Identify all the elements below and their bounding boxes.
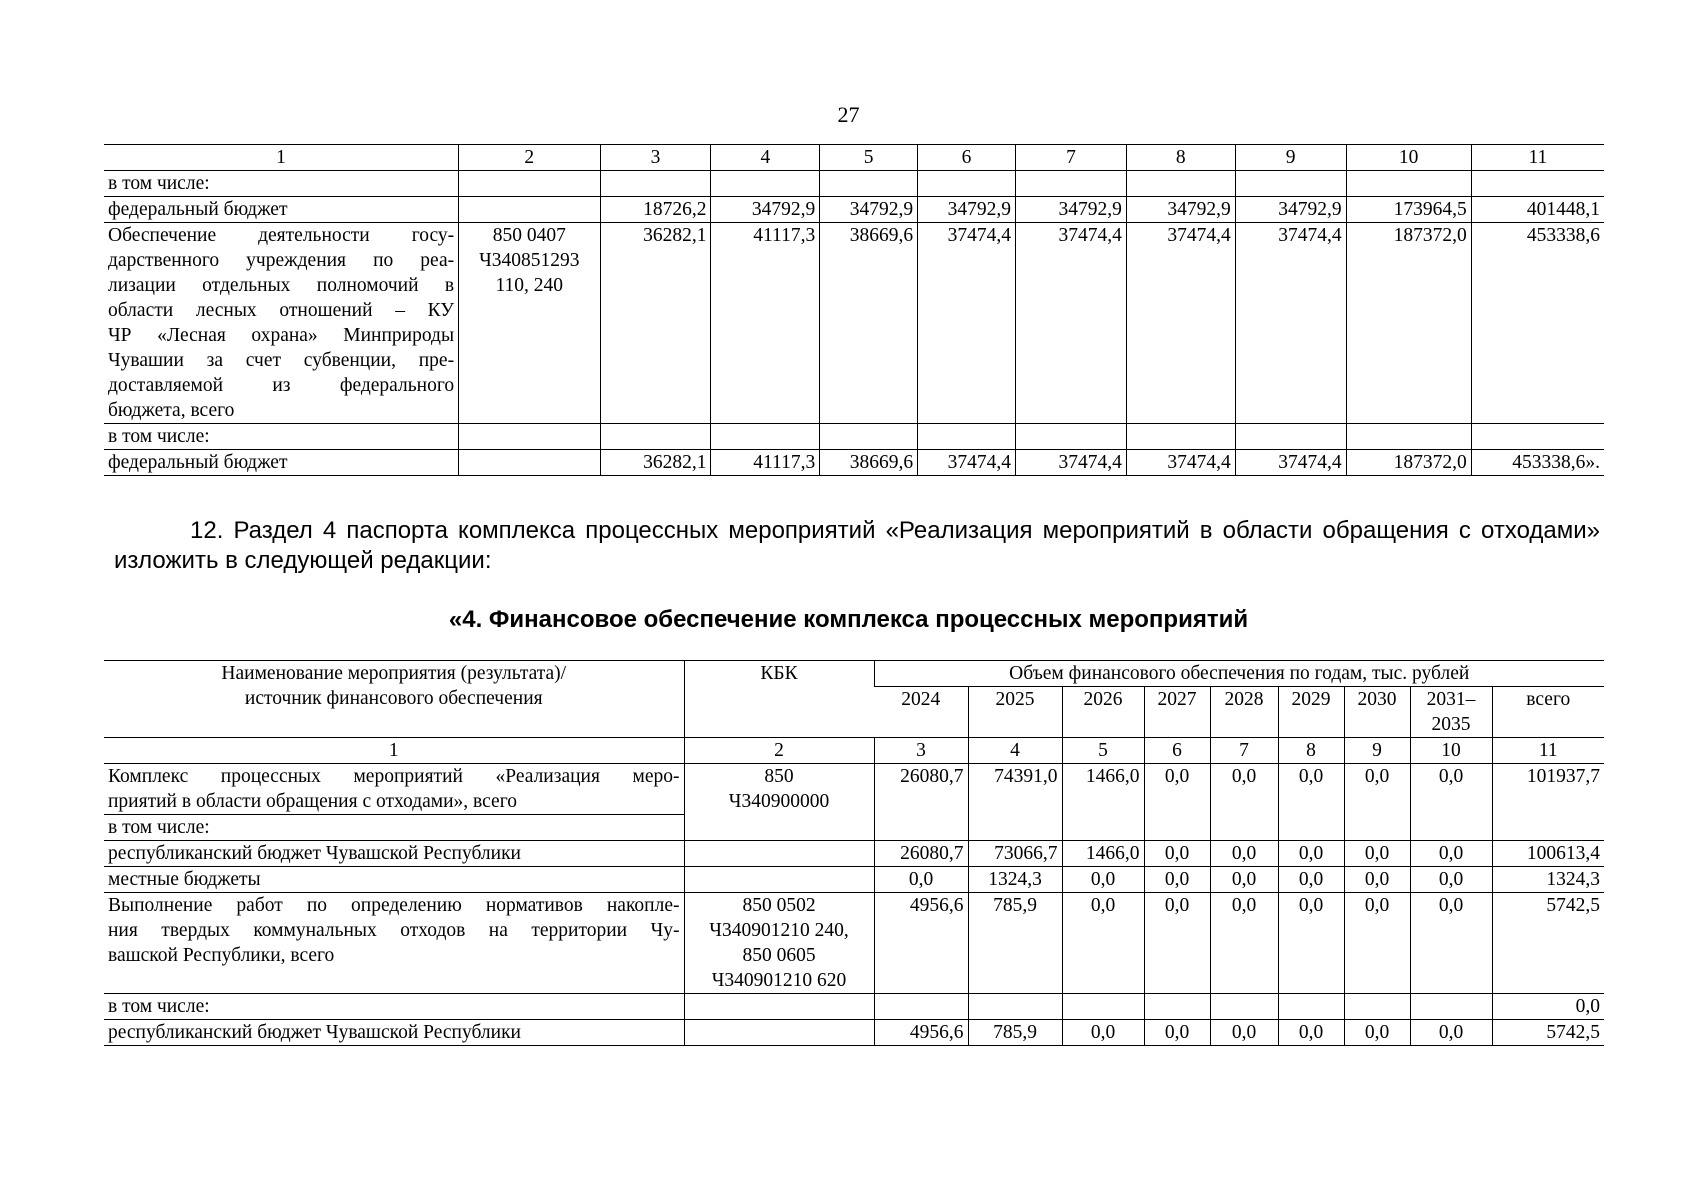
table-cell: 73066,7: [968, 841, 1062, 867]
total-header: всего: [1492, 687, 1604, 738]
column-number: 7: [1015, 145, 1126, 171]
table-cell: 0,0: [1410, 893, 1492, 994]
row-label-line: Чувашии за счет субвенции, пре-: [108, 350, 455, 371]
kbk-line: 850 0502: [742, 895, 816, 916]
kbk-line: 850: [764, 766, 794, 787]
table-cell: 0,0: [1062, 893, 1144, 994]
funding-table-continuation: [104, 144, 1604, 476]
table-cell: 0,0: [1344, 1020, 1410, 1046]
year-header: 2025: [968, 687, 1062, 738]
column-numbers-row: [104, 738, 1604, 764]
table-row: [104, 1020, 1604, 1046]
table-cell: 0,0: [1210, 867, 1278, 893]
column-number: 11: [1492, 738, 1604, 764]
row-label-line: Выполнение работ по определению нормативов накопле-: [108, 895, 680, 916]
row-label: в том числе:: [104, 424, 459, 450]
table-cell: 34792,9: [820, 197, 918, 223]
kbk-line: Ч340901210 620: [711, 970, 847, 991]
table-cell: 0,0: [1410, 841, 1492, 867]
table-cell: 38669,6: [820, 450, 918, 476]
table-cell: 0,0: [1278, 893, 1344, 994]
table-cell: 100613,4: [1492, 841, 1604, 867]
table-cell: 34792,9: [918, 197, 1016, 223]
table-row: [104, 450, 1604, 476]
column-number: 10: [1346, 145, 1471, 171]
table-cell: 785,9: [968, 893, 1062, 994]
column-number: 1: [104, 738, 684, 764]
header-name-line: источник финансового обеспечения: [244, 688, 543, 709]
kbk-line: Ч340901210 240,: [709, 920, 849, 941]
table-cell: 1466,0: [1062, 764, 1144, 841]
table-cell: 0,0: [1410, 867, 1492, 893]
table-cell: 1466,0: [1062, 841, 1144, 867]
table-cell: 0,0: [1344, 893, 1410, 994]
row-label-multiline: [104, 764, 684, 815]
column-number: 9: [1235, 145, 1346, 171]
year-header: 2030: [1344, 687, 1410, 738]
funding-table: [104, 660, 1604, 1046]
table-cell: 41117,3: [711, 450, 820, 476]
column-number: 7: [1210, 738, 1278, 764]
table-cell: 37474,4: [1126, 450, 1235, 476]
column-number: 8: [1126, 145, 1235, 171]
table-cell: 34792,9: [1015, 197, 1126, 223]
table-cell: 38669,6: [820, 223, 918, 424]
kbk-line: 850 0605: [742, 945, 816, 966]
row-label: в том числе:: [104, 171, 459, 197]
page-number: 27: [837, 102, 860, 127]
table-cell: 0,0: [1210, 841, 1278, 867]
table-cell: 34792,9: [1126, 197, 1235, 223]
table-cell: 36282,1: [600, 223, 711, 424]
row-label-line: Комплекс процессных мероприятий «Реализация меро-: [108, 766, 680, 787]
table-cell: 0,0: [1278, 841, 1344, 867]
table-cell: 0,0: [1210, 764, 1278, 841]
row-label-line: ния твердых коммунальных отходов на территории Чу-: [108, 920, 680, 941]
header-kbk: КБК: [684, 661, 874, 738]
kbk-line: 850 0407: [492, 225, 566, 246]
table-cell: 4956,6: [874, 1020, 968, 1046]
header-name-line: Наименование мероприятия (результата)/: [221, 663, 567, 684]
row-label-line: вашской Республики, всего: [108, 945, 335, 966]
table-cell: 41117,3: [711, 223, 820, 424]
table-cell: 0,0: [1492, 994, 1604, 1020]
table-cell: 37474,4: [1235, 450, 1346, 476]
row-label-multiline: [104, 893, 684, 994]
table-cell: 74391,0: [968, 764, 1062, 841]
table-cell: 0,0: [1144, 867, 1210, 893]
table-row: [104, 841, 1604, 867]
table-cell: 0,0: [1144, 764, 1210, 841]
table-cell: 34792,9: [711, 197, 820, 223]
row-label-line: приятий в области обращения с отходами», всего: [108, 791, 517, 812]
year-range-line: 2035: [1431, 714, 1471, 735]
header-volume: Объем финансового обеспечения по годам, тыс. рублей: [874, 661, 1604, 687]
table-cell: 1324,3: [968, 867, 1062, 893]
year-header: 2029: [1278, 687, 1344, 738]
table-cell: 785,9: [968, 1020, 1062, 1046]
column-number: 6: [918, 145, 1016, 171]
table-cell: 0,0: [1144, 893, 1210, 994]
table-cell: 0,0: [1410, 1020, 1492, 1046]
column-number: 1: [104, 145, 459, 171]
column-number: 8: [1278, 738, 1344, 764]
row-label: в том числе:: [104, 815, 684, 841]
row-label-line: дарственного учреждения по реа-: [108, 250, 455, 271]
table-cell: 453338,6».: [1471, 450, 1604, 476]
header-name: [104, 661, 684, 738]
table-cell: 0,0: [1344, 841, 1410, 867]
row-label: республиканский бюджет Чувашской Республики: [104, 841, 684, 867]
column-number: 5: [820, 145, 918, 171]
table-cell: 101937,7: [1492, 764, 1604, 841]
table-cell: 0,0: [1278, 1020, 1344, 1046]
row-label-line: ЧР «Лесная охрана» Минприроды: [108, 325, 455, 346]
table-cell: 37474,4: [1126, 223, 1235, 424]
table-row: [104, 171, 1604, 197]
row-label: федеральный бюджет: [104, 197, 459, 223]
row-label: местные бюджеты: [104, 867, 684, 893]
row-label-line: лизации отдельных полномочий в: [108, 275, 455, 296]
table-row: [104, 197, 1604, 223]
year-range-header: [1410, 687, 1492, 738]
column-number: 5: [1062, 738, 1144, 764]
table-cell: 0,0: [874, 867, 968, 893]
row-label: в том числе:: [104, 994, 684, 1020]
table-cell: 5742,5: [1492, 893, 1604, 994]
year-header: 2028: [1210, 687, 1278, 738]
table-cell: 37474,4: [1015, 223, 1126, 424]
section-title: «4. Финансовое обеспечение комплекса процессных мероприятий: [448, 606, 1249, 633]
table-cell: 0,0: [1344, 867, 1410, 893]
kbk-cell: [459, 223, 600, 424]
table-cell: 0,0: [1278, 764, 1344, 841]
row-label: республиканский бюджет Чувашской Республики: [108, 1022, 521, 1043]
table-cell: 1324,3: [1492, 867, 1604, 893]
column-number: 10: [1410, 738, 1492, 764]
table-cell: 173964,5: [1346, 197, 1471, 223]
kbk-cell: [684, 764, 874, 841]
table-cell: 37474,4: [918, 450, 1016, 476]
kbk-line: 110, 240: [495, 275, 564, 296]
table-row: [104, 867, 1604, 893]
year-header: 2026: [1062, 687, 1144, 738]
table-cell: 0,0: [1344, 764, 1410, 841]
table-cell: 26080,7: [874, 841, 968, 867]
table-header-row: [104, 661, 1604, 687]
kbk-cell: [684, 893, 874, 994]
table-cell: 187372,0: [1346, 223, 1471, 424]
table-cell: 0,0: [1062, 1020, 1144, 1046]
table-cell: 0,0: [1210, 1020, 1278, 1046]
row-label-line: области лесных отношений – КУ: [108, 300, 455, 321]
table-cell: 37474,4: [918, 223, 1016, 424]
table-row: [104, 994, 1604, 1020]
table-cell: 0,0: [1144, 1020, 1210, 1046]
table-cell: 0,0: [1278, 867, 1344, 893]
table-cell: 36282,1: [600, 450, 711, 476]
table-cell: 401448,1: [1471, 197, 1604, 223]
table-row: [104, 223, 1604, 424]
column-number: 9: [1344, 738, 1410, 764]
year-header: 2024: [874, 687, 968, 738]
table-row: [104, 764, 1604, 815]
table-row: [104, 893, 1604, 994]
column-number: 2: [459, 145, 600, 171]
year-header: 2027: [1144, 687, 1210, 738]
paragraph-12: 12. Раздел 4 паспорта комплекса процессных мероприятий «Реализация мероприятий в области обращения с отходами» изложить в следующей редакции:: [114, 517, 1600, 574]
table-cell: 34792,9: [1235, 197, 1346, 223]
table-cell: 5742,5: [1492, 1020, 1604, 1046]
row-label-line: бюджета, всего: [108, 400, 235, 421]
table-cell: 0,0: [1410, 764, 1492, 841]
table-cell: 453338,6: [1471, 223, 1604, 424]
column-number: 4: [968, 738, 1062, 764]
table-cell: 0,0: [1144, 841, 1210, 867]
row-label: федеральный бюджет: [104, 450, 459, 476]
kbk-line: Ч340900000: [728, 791, 830, 812]
row-label-multiline: [104, 223, 459, 424]
row-label-line: Обеспечение деятельности госу-: [108, 225, 455, 246]
table-cell: 187372,0: [1346, 450, 1471, 476]
table-cell: 0,0: [1210, 893, 1278, 994]
column-number: 3: [874, 738, 968, 764]
column-number: 2: [684, 738, 874, 764]
table-cell: 26080,7: [874, 764, 968, 841]
table-cell: 0,0: [1062, 867, 1144, 893]
column-number: 4: [711, 145, 820, 171]
kbk-line: Ч340851293: [479, 250, 580, 271]
table-cell: 37474,4: [1235, 223, 1346, 424]
year-range-line: 2031–: [1426, 689, 1476, 710]
table-cell: 18726,2: [600, 197, 711, 223]
table-row: [104, 424, 1604, 450]
column-number: 3: [600, 145, 711, 171]
table-cell: 4956,6: [874, 893, 968, 994]
column-number: 11: [1471, 145, 1604, 171]
column-number: 6: [1144, 738, 1210, 764]
row-label-line: доставляемой из федерального: [108, 375, 455, 396]
table-cell: 37474,4: [1015, 450, 1126, 476]
table-header-row: [104, 145, 1604, 171]
